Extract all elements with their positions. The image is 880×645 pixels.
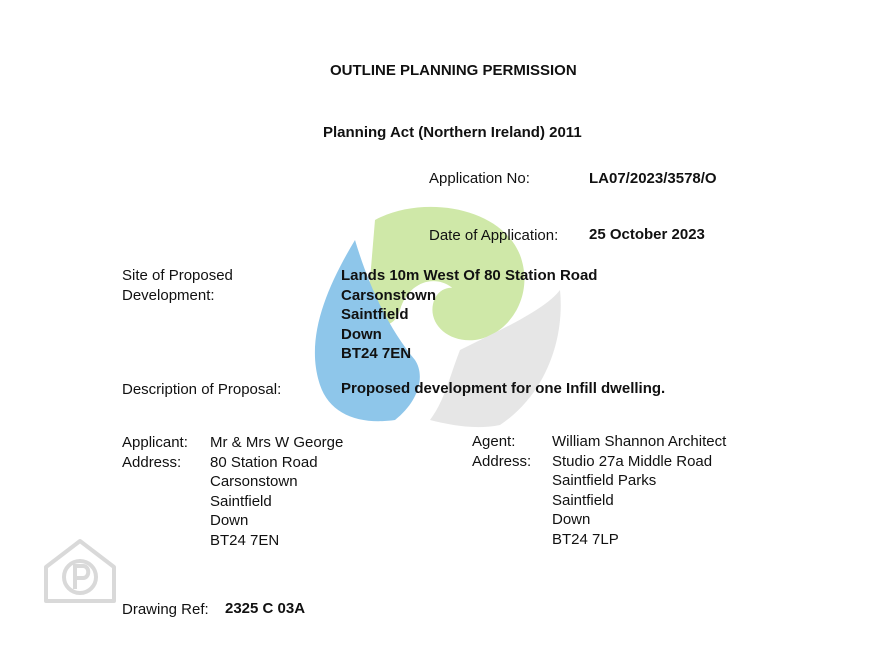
date-of-application-label: Date of Application:: [429, 227, 559, 244]
site-label-line1: Site of Proposed: [122, 267, 233, 284]
applicant-address-line: Saintfield: [210, 492, 272, 510]
applicant-name: Mr & Mrs W George: [210, 434, 344, 451]
site-address-line: Lands 10m West Of 80 Station Road: [341, 267, 598, 284]
site-label: [122, 266, 233, 305]
act-title: Planning Act (Northern Ireland) 2011: [323, 124, 582, 141]
description-value: Proposed development for one Infill dwelling.: [341, 380, 666, 397]
application-no-label: Application No:: [429, 170, 530, 187]
site-address-line: Down: [341, 325, 382, 343]
applicant-details: [210, 433, 343, 550]
site-label-line2: Development:: [122, 286, 215, 304]
drawing-ref-label: Drawing Ref:: [122, 601, 209, 618]
agent-address-label: Address:: [472, 452, 532, 470]
site-address-line: Carsonstown: [341, 286, 437, 304]
applicant-address-line: 80 Station Road: [210, 453, 318, 471]
applicant-address-line: BT24 7EN: [210, 531, 280, 549]
agent-name: William Shannon Architect: [552, 433, 727, 450]
applicant-address-line: Down: [210, 512, 249, 529]
applicant-address-line: Carsonstown: [210, 473, 298, 490]
site-address-line: Saintfield: [341, 306, 409, 323]
agent-labels: [472, 432, 531, 471]
applicant-address-label: Address:: [122, 453, 182, 471]
applicant-name-label: Applicant:: [122, 434, 188, 451]
agent-name-label: Agent:: [472, 433, 516, 450]
site-address-line: BT24 7EN: [341, 345, 412, 362]
date-of-application-value: 25 October 2023: [589, 226, 705, 243]
agent-address-line: Saintfield Parks: [552, 472, 657, 489]
description-label: Description of Proposal:: [122, 381, 282, 398]
applicant-labels: [122, 433, 188, 472]
agent-address-line: Saintfield: [552, 491, 614, 509]
agent-address-line: BT24 7LP: [552, 530, 619, 548]
drawing-ref-value: 2325 C 03A: [225, 600, 306, 617]
agent-address-line: Down: [552, 511, 591, 528]
page-title: OUTLINE PLANNING PERMISSION: [330, 62, 577, 79]
site-address: [341, 266, 597, 364]
application-no-value: LA07/2023/3578/O: [589, 170, 717, 187]
agent-details: [552, 432, 726, 549]
agent-address-line: Studio 27a Middle Road: [552, 452, 713, 470]
property-logo-watermark: [40, 535, 120, 605]
